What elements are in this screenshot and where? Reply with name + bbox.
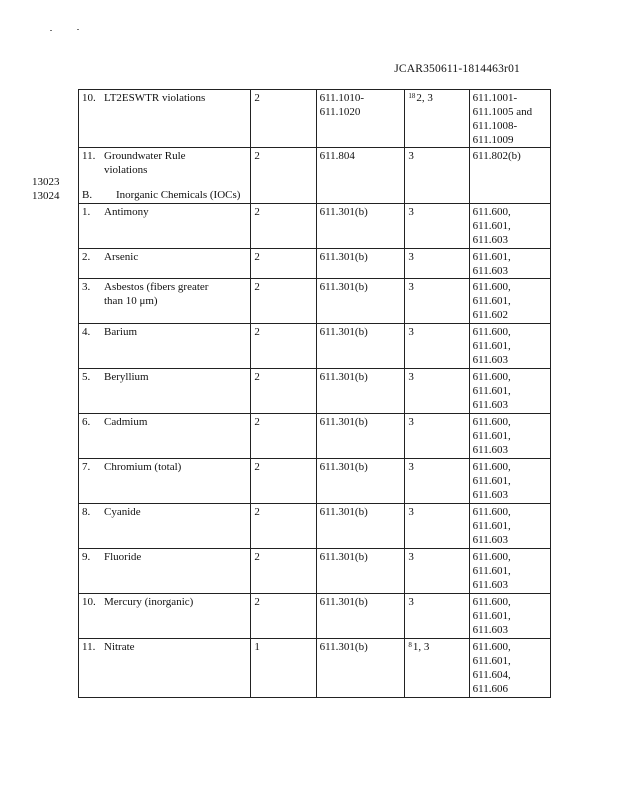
- reference-cell: 611.600, 611.601, 611.603: [469, 414, 550, 459]
- count-value: 2, 3: [416, 92, 433, 104]
- tier-cell: 2: [251, 414, 316, 459]
- table-row: [79, 639, 551, 698]
- item-number: 7.: [82, 461, 91, 473]
- contaminant-name: Asbestos (fibers greater than 10 μm): [104, 281, 209, 307]
- contaminant-cell: [79, 204, 251, 249]
- count-value: 3: [408, 506, 414, 518]
- rule-cell: 611.301(b): [316, 369, 405, 414]
- table-row: [79, 549, 551, 594]
- tier-cell: 2: [251, 279, 316, 324]
- contaminant-cell: [79, 594, 251, 639]
- count-cell: [405, 279, 469, 324]
- item-number: 8.: [82, 506, 91, 518]
- count-cell: [405, 639, 469, 698]
- reference-cell: 611.600, 611.601, 611.604, 611.606: [469, 639, 550, 698]
- section-letter: B.: [82, 189, 93, 201]
- contaminant-name: Cyanide: [104, 506, 141, 518]
- count-value: 3: [408, 206, 414, 218]
- contaminant: [82, 550, 247, 564]
- contaminant: [82, 91, 247, 105]
- rule-cell: 611.301(b): [316, 639, 405, 698]
- rule-cell: 611.301(b): [316, 504, 405, 549]
- count-value: 1, 3: [412, 641, 430, 653]
- count-cell: [405, 369, 469, 414]
- count-value: 3: [408, 551, 414, 563]
- count-value: 3: [408, 371, 414, 383]
- count-value: 3: [408, 416, 414, 428]
- item-number: 9.: [82, 551, 91, 563]
- rule-cell: 611.301(b): [316, 549, 405, 594]
- tier-cell: 1: [251, 639, 316, 698]
- tier-cell: 2: [251, 594, 316, 639]
- contaminant-name: Antimony: [104, 206, 149, 218]
- reference-cell: 611.600, 611.601, 611.603: [469, 549, 550, 594]
- section-heading: [82, 189, 240, 201]
- table-row: [79, 594, 551, 639]
- table-row: [79, 369, 551, 414]
- contaminant: [82, 250, 247, 264]
- contaminant-name: Arsenic: [104, 251, 139, 263]
- contaminant-name: LT2ESWTR violations: [104, 92, 206, 104]
- reference-cell: 611.600, 611.601, 611.603: [469, 459, 550, 504]
- tier-cell: 2: [251, 549, 316, 594]
- tier-cell: 2: [251, 204, 316, 249]
- tier-cell: 2: [251, 249, 316, 279]
- line-number: 13024: [32, 190, 60, 202]
- rule-cell: 611.301(b): [316, 459, 405, 504]
- contaminant-cell: [79, 504, 251, 549]
- item-number: 10.: [82, 596, 96, 608]
- contaminant-name: Fluoride: [104, 551, 142, 563]
- contaminant: [82, 205, 247, 219]
- table-row: [79, 279, 551, 324]
- item-number: 2.: [82, 251, 91, 263]
- rule-cell: 611.301(b): [316, 324, 405, 369]
- reference-cell: 611.600, 611.601, 611.602: [469, 279, 550, 324]
- reference-cell: 611.600, 611.601, 611.603: [469, 204, 550, 249]
- item-number: 5.: [82, 371, 91, 383]
- contaminant-name: Beryllium: [104, 371, 149, 383]
- count-cell: [405, 414, 469, 459]
- count-cell: [405, 459, 469, 504]
- footnote-mark: 18: [408, 92, 416, 100]
- rule-cell: 611.301(b): [316, 204, 405, 249]
- count-value: 3: [408, 326, 414, 338]
- table-row: [79, 249, 551, 279]
- rule-cell: 611.804: [316, 148, 405, 204]
- rule-cell: 611.301(b): [316, 279, 405, 324]
- count-cell: [405, 249, 469, 279]
- table-row: [79, 504, 551, 549]
- scan-speck: [50, 30, 52, 31]
- tier-cell: 2: [251, 148, 316, 204]
- item-number: 11.: [82, 150, 96, 162]
- count-cell: [405, 504, 469, 549]
- contaminant: [82, 149, 247, 177]
- contaminant-name: Mercury (inorganic): [104, 596, 194, 608]
- contaminant-cell: [79, 324, 251, 369]
- contaminant-cell: [79, 279, 251, 324]
- rule-cell: 611.1010- 611.1020: [316, 90, 405, 148]
- rule-cell: 611.301(b): [316, 594, 405, 639]
- contaminant: [82, 325, 247, 339]
- scan-speck: [77, 29, 79, 30]
- item-number: 11.: [82, 641, 96, 653]
- tier-cell: 2: [251, 459, 316, 504]
- table-row: [79, 90, 551, 148]
- ioc-table: [78, 203, 551, 698]
- contaminant-cell: [79, 414, 251, 459]
- tier-cell: 2: [251, 504, 316, 549]
- count-value: 3: [408, 281, 414, 293]
- table-row: [79, 459, 551, 504]
- contaminant: [82, 595, 247, 609]
- table-row: [79, 204, 551, 249]
- count-cell: [405, 324, 469, 369]
- contaminant-cell: [79, 90, 251, 148]
- contaminant-name: Cadmium: [104, 416, 148, 428]
- table-row: [79, 414, 551, 459]
- count-value: 3: [408, 150, 414, 162]
- reference-cell: 611.802(b): [469, 148, 550, 204]
- contaminant-name: Chromium (total): [104, 461, 182, 473]
- count-value: 3: [408, 596, 414, 608]
- contaminant: [82, 280, 247, 308]
- count-value: 3: [408, 461, 414, 473]
- rule-cell: 611.301(b): [316, 414, 405, 459]
- tier-cell: 2: [251, 90, 316, 148]
- reference-cell: 611.601, 611.603: [469, 249, 550, 279]
- item-number: 3.: [82, 281, 91, 293]
- reference-cell: 611.600, 611.601, 611.603: [469, 594, 550, 639]
- rule-cell: 611.301(b): [316, 249, 405, 279]
- contaminant-name: Barium: [104, 326, 137, 338]
- item-number: 1.: [82, 206, 91, 218]
- count-value: 3: [408, 251, 414, 263]
- violations-table: [78, 89, 551, 204]
- item-number: 10.: [82, 92, 96, 104]
- contaminant: [82, 505, 247, 519]
- count-cell: [405, 90, 469, 148]
- contaminant-cell: [79, 369, 251, 414]
- tier-cell: 2: [251, 369, 316, 414]
- document-id: JCAR350611-1814463r01: [394, 63, 520, 75]
- item-number: 6.: [82, 416, 91, 428]
- reference-cell: 611.600, 611.601, 611.603: [469, 324, 550, 369]
- contaminant-cell: [79, 639, 251, 698]
- contaminant-cell: [79, 249, 251, 279]
- reference-cell: 611.1001- 611.1005 and 611.1008- 611.1009: [469, 90, 550, 148]
- contaminant: [82, 370, 247, 384]
- contaminant: [82, 460, 247, 474]
- contaminant-name: Groundwater Rule violations: [104, 150, 186, 176]
- count-cell: [405, 549, 469, 594]
- contaminant-cell: [79, 459, 251, 504]
- contaminant: [82, 415, 247, 429]
- contaminant-name: Nitrate: [104, 641, 135, 653]
- count-cell: [405, 148, 469, 204]
- line-number: 13023: [32, 176, 60, 188]
- tier-cell: 2: [251, 324, 316, 369]
- contaminant-cell: [79, 549, 251, 594]
- footnote-mark: 8: [408, 641, 412, 649]
- reference-cell: 611.600, 611.601, 611.603: [469, 369, 550, 414]
- reference-cell: 611.600, 611.601, 611.603: [469, 504, 550, 549]
- contaminant: [82, 640, 247, 654]
- table-row: [79, 324, 551, 369]
- count-cell: [405, 594, 469, 639]
- item-number: 4.: [82, 326, 91, 338]
- section-title: Inorganic Chemicals (IOCs): [116, 189, 241, 201]
- count-cell: [405, 204, 469, 249]
